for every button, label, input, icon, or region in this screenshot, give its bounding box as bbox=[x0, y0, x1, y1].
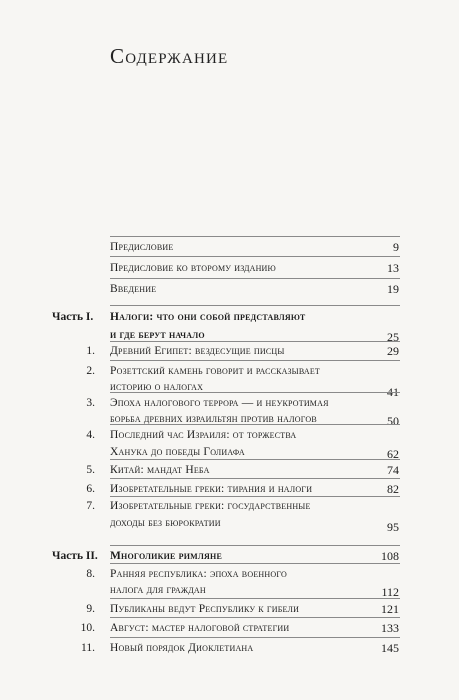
entry-title: Эпоха налогового террора — и неукротимая bbox=[110, 397, 329, 409]
entry-title: Изобретательные греки: тирания и налоги bbox=[110, 483, 313, 495]
entry-title: Древний Египет: вездесущие писцы bbox=[110, 345, 285, 357]
entry-page: 9 bbox=[393, 240, 399, 254]
entry-title: Август: мастер налоговой стратегии bbox=[110, 622, 290, 634]
entry-number: 3. bbox=[86, 397, 95, 409]
entry-title-line2: доходы без бюрократии bbox=[110, 517, 221, 529]
divider bbox=[110, 545, 400, 546]
entry-number: 4. bbox=[86, 429, 95, 441]
entry-title: Налоги: что они собой представляют bbox=[110, 311, 306, 323]
entry-number: 9. bbox=[86, 603, 95, 615]
divider bbox=[110, 392, 400, 393]
divider bbox=[110, 256, 400, 257]
entry-title-line2: налога для граждан bbox=[110, 584, 206, 596]
entry-number: 8. bbox=[86, 568, 95, 580]
entry-number: 11. bbox=[81, 642, 95, 654]
entry-page: 145 bbox=[381, 641, 399, 655]
entry-page: 95 bbox=[387, 520, 399, 534]
entry-title: Изобретательные греки: государственные bbox=[110, 500, 311, 512]
entry-page: 50 bbox=[387, 414, 399, 428]
entry-page: 112 bbox=[381, 585, 399, 599]
entry-page: 19 bbox=[387, 282, 399, 296]
part-label: Часть I. bbox=[52, 311, 94, 323]
divider bbox=[110, 617, 400, 618]
entry-page: 29 bbox=[387, 344, 399, 358]
page-title: Содержание bbox=[110, 44, 229, 68]
divider bbox=[110, 341, 400, 342]
entry-title-line2: Ханука до победы Голиафа bbox=[110, 446, 245, 458]
divider bbox=[110, 496, 400, 497]
entry-page: 133 bbox=[381, 621, 399, 635]
entry-number: 6. bbox=[86, 483, 95, 495]
entry-title: Китай: мандат Неба bbox=[110, 464, 210, 476]
entry-number: 1. bbox=[86, 345, 95, 357]
entry-page: 108 bbox=[381, 549, 399, 563]
entry-page: 13 bbox=[387, 261, 399, 275]
entry-number: 10. bbox=[80, 622, 95, 634]
divider bbox=[110, 637, 400, 638]
divider bbox=[110, 459, 400, 460]
divider bbox=[110, 563, 400, 564]
entry-page: 121 bbox=[381, 602, 399, 616]
entry-page: 82 bbox=[387, 482, 399, 496]
entry-title: Публиканы ведут Республику к гибели bbox=[110, 603, 300, 615]
divider bbox=[110, 278, 400, 279]
part-label: Часть II. bbox=[52, 550, 98, 562]
entry-title: Введение bbox=[110, 283, 157, 295]
divider bbox=[110, 305, 400, 306]
entry-title: Предисловие ко второму изданию bbox=[110, 262, 276, 274]
entry-title-line2: и где берут начало bbox=[110, 329, 205, 341]
entry-page: 41 bbox=[387, 385, 399, 399]
divider bbox=[110, 360, 400, 361]
entry-title-line2: историю о налогах bbox=[110, 381, 204, 393]
entry-title: Ранняя республика: эпоха военного bbox=[110, 568, 287, 580]
divider bbox=[110, 478, 400, 479]
entry-title-line2: борьба древних израильтян против налогов bbox=[110, 413, 317, 425]
entry-page: 62 bbox=[387, 447, 399, 461]
entry-number: 5. bbox=[86, 464, 95, 476]
entry-title: Розеттский камень говорит и рассказывает bbox=[110, 365, 321, 377]
divider bbox=[110, 598, 400, 599]
entry-page: 25 bbox=[387, 330, 399, 344]
entry-number: 2. bbox=[86, 365, 95, 377]
entry-title: Последний час Израиля: от торжества bbox=[110, 429, 297, 441]
divider bbox=[110, 236, 400, 237]
divider bbox=[110, 424, 400, 425]
entry-title: Предисловие bbox=[110, 241, 174, 253]
entry-title: Многоликие римляне bbox=[110, 550, 222, 562]
entry-number: 7. bbox=[86, 500, 95, 512]
entry-title: Новый порядок Диоклетиана bbox=[110, 642, 254, 654]
entry-page: 74 bbox=[387, 463, 399, 477]
